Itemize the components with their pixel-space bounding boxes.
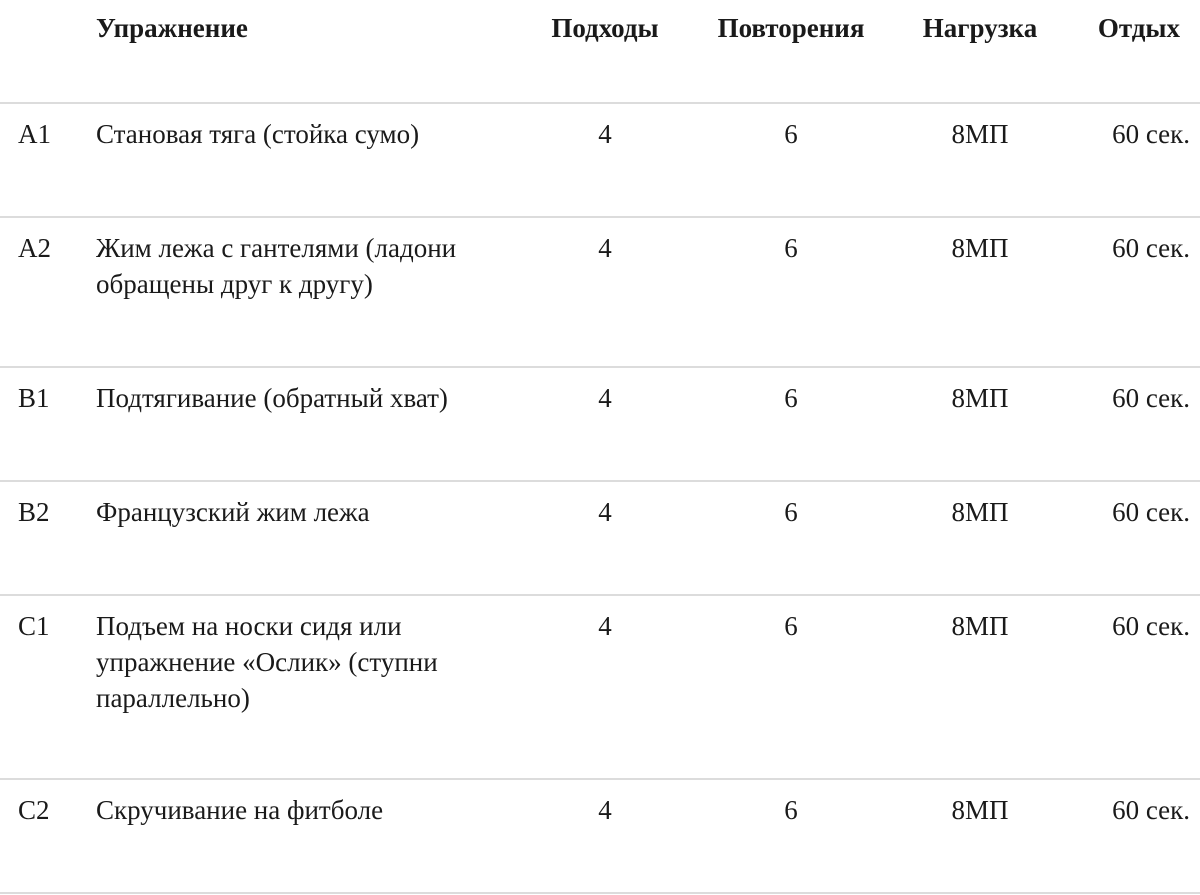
row-sets: 4: [598, 119, 612, 149]
row-reps: 6: [784, 233, 798, 263]
table-row: [0, 596, 1200, 780]
row-sets: 4: [598, 497, 612, 527]
row-sets: 4: [598, 795, 612, 825]
row-code: А1: [18, 119, 51, 149]
row-load: 8МП: [951, 383, 1009, 413]
row-sets: 4: [598, 611, 612, 641]
row-load: 8МП: [951, 497, 1009, 527]
header-exercise: Упражнение: [96, 13, 248, 43]
table-row: [0, 482, 1200, 596]
row-rest: 60 сек.: [1112, 383, 1190, 413]
row-reps: 6: [784, 383, 798, 413]
header-load: Нагрузка: [922, 13, 1038, 43]
row-load: 8МП: [951, 233, 1009, 263]
row-code: В2: [18, 497, 50, 527]
table-row: [0, 104, 1200, 218]
row-exercise: Жим лежа с гантелями (ладони обращены друг к другу): [96, 233, 457, 299]
row-code: С2: [18, 795, 50, 825]
header-sets: Подходы: [551, 13, 659, 43]
row-load: 8МП: [951, 611, 1009, 641]
row-code: А2: [18, 233, 51, 263]
row-code: В1: [18, 383, 50, 413]
row-rest: 60 сек.: [1112, 233, 1190, 263]
header-rest: Отдых: [1097, 13, 1180, 43]
row-exercise: Подъем на носки сидя или упражнение «Ослик» (ступни параллельно): [96, 611, 438, 713]
row-rest: 60 сек.: [1112, 119, 1190, 149]
row-sets: 4: [598, 233, 612, 263]
row-code: С1: [18, 611, 50, 641]
row-load: 8МП: [951, 119, 1009, 149]
row-exercise: Становая тяга (стойка сумо): [96, 119, 420, 149]
table-row: [0, 218, 1200, 368]
row-reps: 6: [784, 611, 798, 641]
table-row: [0, 368, 1200, 482]
row-rest: 60 сек.: [1112, 795, 1190, 825]
row-exercise: Подтягивание (обратный хват): [96, 383, 448, 413]
row-reps: 6: [784, 497, 798, 527]
table-header: [0, 0, 1200, 104]
table-row: [0, 780, 1200, 894]
row-sets: 4: [598, 383, 612, 413]
row-exercise: Скручивание на фитболе: [96, 795, 384, 825]
row-rest: 60 сек.: [1112, 497, 1190, 527]
row-reps: 6: [784, 795, 798, 825]
row-rest: 60 сек.: [1112, 611, 1190, 641]
row-load: 8МП: [951, 795, 1009, 825]
header-reps: Повторения: [717, 13, 865, 43]
row-reps: 6: [784, 119, 798, 149]
row-exercise: Французский жим лежа: [96, 497, 370, 527]
